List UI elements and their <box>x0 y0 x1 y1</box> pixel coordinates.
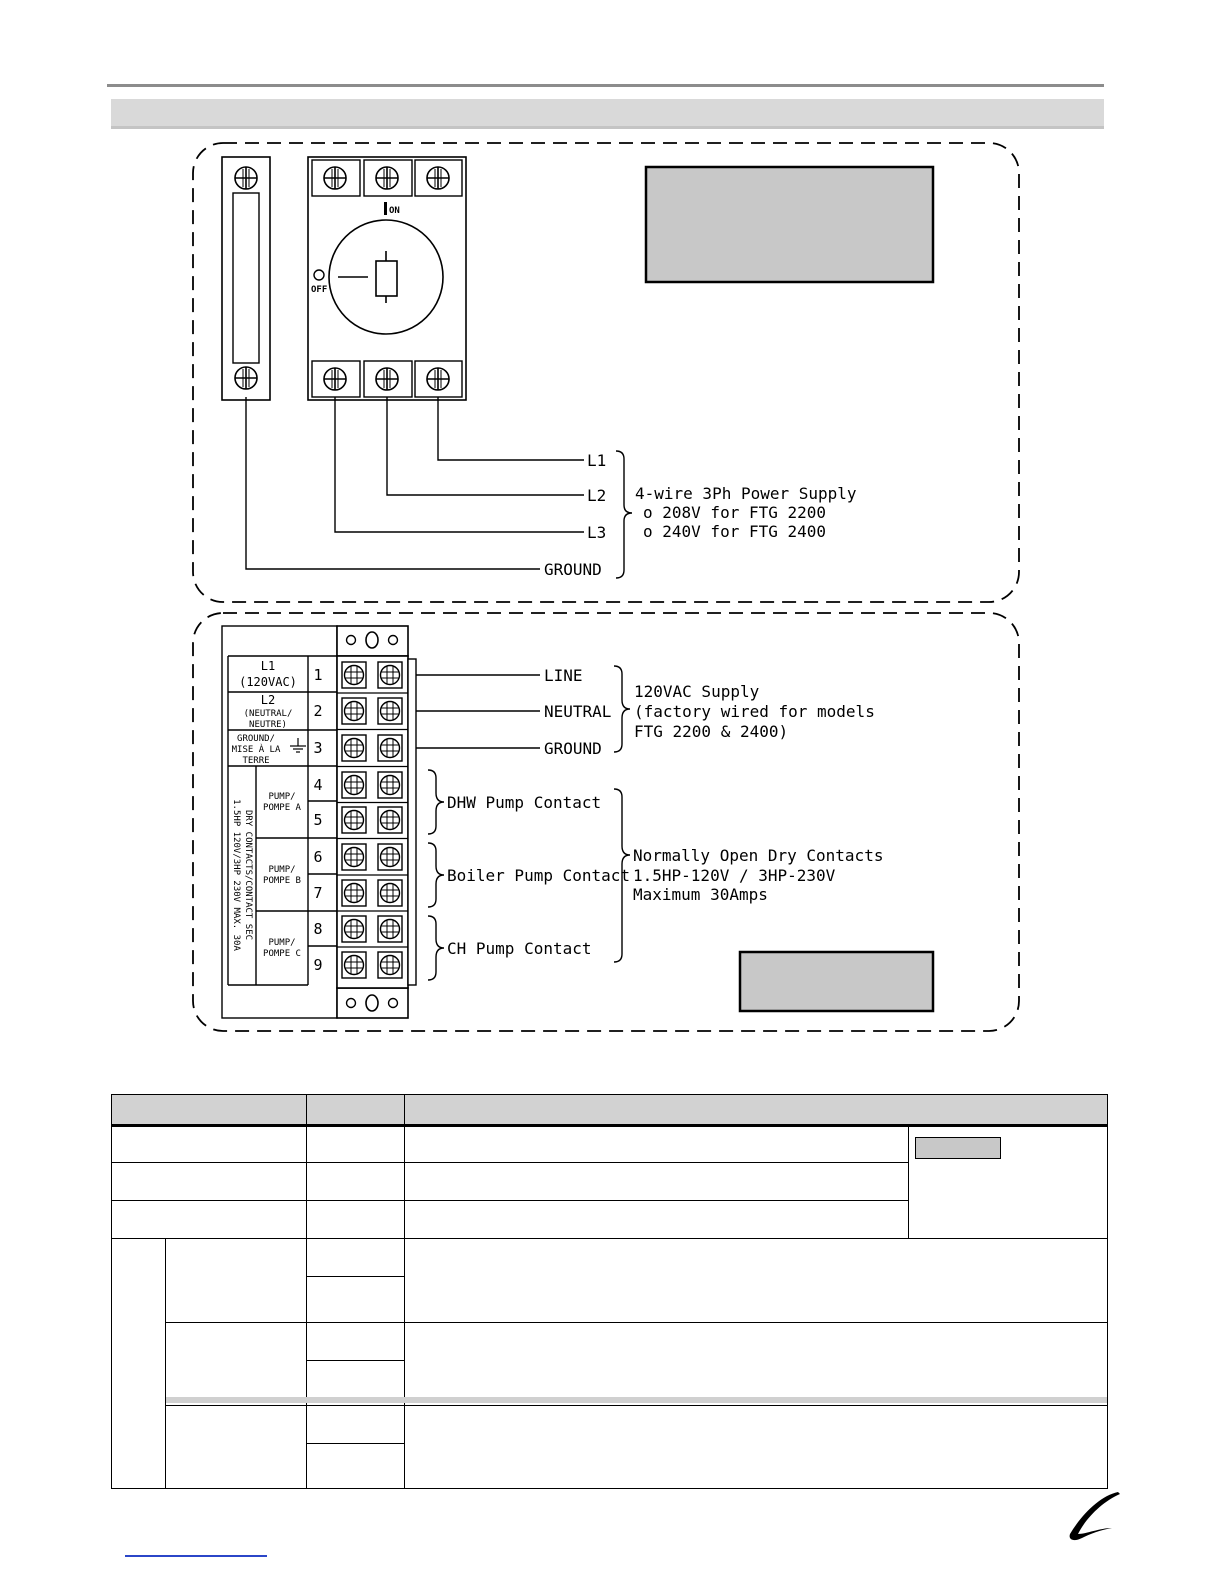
supply-brace <box>614 666 630 752</box>
switch-on-label: ON <box>389 206 400 216</box>
wire-line-label: LINE <box>544 666 583 685</box>
terminal-number: 7 <box>313 884 323 902</box>
table-cell <box>112 1201 307 1239</box>
table-cell <box>112 1163 307 1201</box>
row-ground-sub2: TERRE <box>242 756 270 766</box>
table-cell <box>307 1201 405 1239</box>
table-cell <box>909 1126 1108 1239</box>
terminal-screw-icon <box>342 772 366 798</box>
terminal-screw-icon <box>378 698 402 724</box>
row-l1-label: L1 <box>260 659 276 673</box>
dry-note-line1: Normally Open Dry Contacts <box>633 846 884 865</box>
terminal-number: 2 <box>313 702 323 720</box>
terminal-screw-icon <box>378 772 402 798</box>
table-shaded-rule <box>166 1397 1107 1403</box>
row-ground-sub1: MISE À LA <box>231 745 281 755</box>
terminal-screw-icon <box>378 662 402 688</box>
supply120-line3: FTG 2200 & 2400) <box>634 722 789 741</box>
disconnect-switch <box>308 157 466 400</box>
terminal-number: 6 <box>313 848 323 866</box>
row-l2-sub1: (NEUTRAL/ <box>243 709 293 719</box>
table-cell <box>405 1126 909 1163</box>
terminal-number: 9 <box>313 956 323 974</box>
terminal-screw-icon <box>378 844 402 870</box>
table-cell <box>307 1322 405 1360</box>
terminal-screw-icon <box>378 916 402 942</box>
brand-logo-icon <box>1060 1488 1126 1548</box>
spec-table <box>111 1094 1108 1489</box>
boiler-contact-label: Boiler Pump Contact <box>447 866 631 885</box>
wire-l2-label: L2 <box>587 486 607 505</box>
dry-note-line3: Maximum 30Amps <box>633 885 768 904</box>
table-cell <box>166 1322 307 1405</box>
ground-symbol <box>290 738 306 752</box>
table-cell <box>112 1239 166 1489</box>
row-l2-sub2: NEUTRE) <box>249 720 287 730</box>
pump-a-label: PUMP/ <box>268 792 296 802</box>
terminal-screw-icon <box>342 735 366 761</box>
supply120-line1: 120VAC Supply <box>634 682 760 701</box>
terminal-screw-icon <box>342 698 366 724</box>
supply-note-line1: 4-wire 3Ph Power Supply <box>635 484 857 503</box>
table-cell <box>405 1201 909 1239</box>
table-label-box <box>915 1137 1001 1159</box>
table-cell <box>166 1405 307 1488</box>
footer-link[interactable] <box>125 1555 267 1557</box>
dry-contacts-vertical-1: DRY CONTACTS/CONTACT SEC <box>243 809 253 941</box>
table-cell <box>405 1322 1108 1405</box>
terminal-number: 4 <box>313 776 323 794</box>
dry-contacts-vertical-2: 1.5HP 120V/3HP 230V MAX. 30A <box>231 799 241 951</box>
table-cell <box>166 1239 307 1322</box>
pump-b-sub: POMPE B <box>263 876 301 886</box>
upper-label-box <box>646 167 933 282</box>
terminal-block <box>337 626 416 1018</box>
lower-label-box <box>740 952 933 1011</box>
ch-contact-label: CH Pump Contact <box>447 939 592 958</box>
pump-a-sub: POMPE A <box>263 803 301 813</box>
supply120-line2: (factory wired for models <box>634 702 875 721</box>
pump-b-label: PUMP/ <box>268 865 296 875</box>
row-ground-label: GROUND/ <box>237 734 275 744</box>
table-cell <box>405 1239 1108 1322</box>
dhw-contact-label: DHW Pump Contact <box>447 793 602 812</box>
pump-c-label: PUMP/ <box>268 938 296 948</box>
terminal-number: 8 <box>313 920 323 938</box>
switch-off-label: OFF <box>311 285 328 295</box>
table-cell <box>307 1163 405 1201</box>
terminal-screw-icon <box>342 880 366 906</box>
table-cell <box>307 1443 405 1488</box>
supply-note-line3: o 240V for FTG 2400 <box>643 522 827 541</box>
wire-l1-label: L1 <box>587 451 607 470</box>
wire-l3-label: L3 <box>587 523 607 542</box>
row-l2-label: L2 <box>260 693 276 707</box>
table-cell <box>112 1126 307 1163</box>
terminal-screw-icon <box>378 880 402 906</box>
wire-ground2-label: GROUND <box>544 739 602 758</box>
table-cell <box>405 1163 909 1201</box>
table-cell <box>405 1405 1108 1488</box>
terminal-number: 3 <box>313 739 323 757</box>
power-wires <box>246 397 584 569</box>
table-cell <box>307 1405 405 1443</box>
ground-bar <box>222 157 270 400</box>
table-header-cell <box>112 1095 307 1126</box>
terminal-screw-icon <box>342 952 366 978</box>
table-cell <box>307 1277 405 1322</box>
terminal-number: 5 <box>313 811 323 829</box>
dry-note-line2: 1.5HP-120V / 3HP-230V <box>633 866 836 885</box>
pump-c-sub: POMPE C <box>263 949 301 959</box>
table-cell <box>307 1126 405 1163</box>
supply-note-line2: o 208V for FTG 2200 <box>643 503 827 522</box>
terminal-screw-icon <box>378 807 402 833</box>
wire-neutral-label: NEUTRAL <box>544 702 612 721</box>
terminal-screw-icon <box>342 844 366 870</box>
wire-ground-label: GROUND <box>544 560 602 579</box>
terminal-screw-icon <box>342 807 366 833</box>
table-cell <box>307 1239 405 1277</box>
terminal-number: 1 <box>313 666 323 684</box>
terminal-screw-icon <box>378 952 402 978</box>
row-l1-voltage: (120VAC) <box>239 675 297 689</box>
control-wires <box>416 675 540 748</box>
table-header-cell <box>307 1095 405 1126</box>
table-header-cell <box>405 1095 1108 1126</box>
terminal-screw-icon <box>342 662 366 688</box>
upper-brace <box>616 451 632 578</box>
terminal-screw-icon <box>342 916 366 942</box>
terminal-screw-icon <box>378 735 402 761</box>
